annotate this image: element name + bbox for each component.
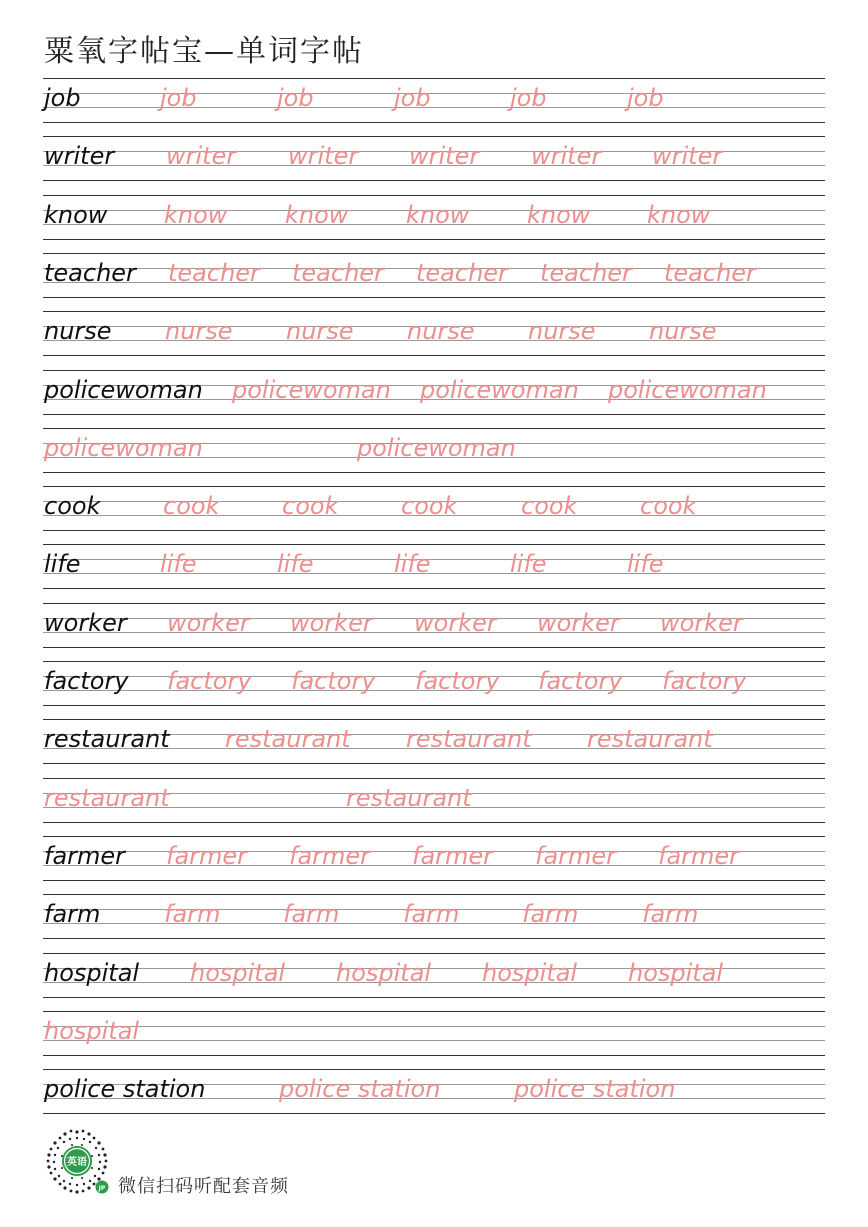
trace-word: farmer xyxy=(535,841,617,870)
guide-line xyxy=(43,647,825,648)
trace-word: hospital xyxy=(336,958,432,987)
guide-line xyxy=(43,136,825,137)
page-title: 粟氧字帖宝—单词字帖 xyxy=(44,34,364,69)
guide-line xyxy=(43,122,825,123)
trace-word: police station xyxy=(514,1075,676,1104)
trace-word: farm xyxy=(522,900,579,929)
guide-line xyxy=(43,763,825,764)
trace-word: know xyxy=(164,200,228,229)
trace-word: hospital xyxy=(190,958,286,987)
trace-word: know xyxy=(647,200,711,229)
trace-word: worker xyxy=(537,608,620,637)
trace-word: factory xyxy=(291,667,376,695)
model-word: hospital xyxy=(44,958,140,987)
qr-code-icon[interactable] xyxy=(42,1126,112,1196)
model-word: policewoman xyxy=(44,375,203,404)
trace-word: life xyxy=(394,550,431,579)
model-word: factory xyxy=(44,667,129,695)
trace-word: farm xyxy=(642,900,699,929)
trace-word: writer xyxy=(531,142,602,171)
trace-word: life xyxy=(627,550,664,579)
trace-word: cook xyxy=(401,492,458,521)
guide-line xyxy=(43,894,825,895)
trace-word: farm xyxy=(283,900,340,929)
model-word: police station xyxy=(44,1075,206,1104)
footer-instruction: 微信扫码听配套音频 xyxy=(118,1176,289,1197)
guide-line xyxy=(43,428,825,429)
model-word: life xyxy=(44,550,81,579)
trace-word: teacher xyxy=(292,258,384,287)
trace-word: policewoman xyxy=(232,375,391,404)
qr-badge-text: 英语 xyxy=(67,1157,87,1168)
trace-word: teacher xyxy=(664,258,756,287)
guide-line xyxy=(43,1113,825,1114)
guide-line xyxy=(43,530,825,531)
guide-line xyxy=(43,880,825,881)
trace-word: factory xyxy=(538,667,623,695)
qr-badge-small-text: JP xyxy=(98,1185,106,1192)
trace-word: factory xyxy=(415,667,500,695)
guide-line xyxy=(43,705,825,706)
trace-word: farm xyxy=(403,900,460,929)
trace-word: life xyxy=(510,550,547,579)
guide-line xyxy=(43,588,825,589)
trace-word: nurse xyxy=(407,317,475,346)
trace-word: farmer xyxy=(289,841,371,870)
trace-word: teacher xyxy=(540,258,632,287)
trace-word: restaurant xyxy=(406,725,532,754)
trace-word: writer xyxy=(166,142,237,171)
guide-line xyxy=(43,180,825,181)
guide-line xyxy=(43,370,825,371)
trace-word: worker xyxy=(167,608,250,637)
guide-line xyxy=(43,778,825,779)
trace-word: policewoman xyxy=(608,375,767,404)
guide-line xyxy=(43,1040,825,1041)
trace-word: job xyxy=(394,84,431,112)
guide-line xyxy=(43,472,825,473)
guide-line xyxy=(43,414,825,415)
footer xyxy=(40,1126,440,1206)
trace-word: cook xyxy=(282,492,339,521)
model-word: restaurant xyxy=(44,725,170,754)
model-word: farmer xyxy=(44,841,126,870)
trace-word: factory xyxy=(662,667,747,695)
trace-word: restaurant xyxy=(44,783,170,812)
trace-word: job xyxy=(160,84,197,112)
guide-line xyxy=(43,355,825,356)
guide-line xyxy=(43,836,825,837)
guide-line xyxy=(43,953,825,954)
trace-word: writer xyxy=(409,142,480,171)
guide-line xyxy=(43,997,825,998)
trace-word: farmer xyxy=(658,841,740,870)
trace-word: worker xyxy=(660,608,743,637)
trace-word: nurse xyxy=(528,317,596,346)
trace-word: restaurant xyxy=(346,783,472,812)
model-word: farm xyxy=(44,900,101,929)
trace-word: farmer xyxy=(412,841,494,870)
model-word: nurse xyxy=(44,317,112,346)
trace-word: farmer xyxy=(166,841,248,870)
model-word: know xyxy=(44,200,108,229)
trace-word: job xyxy=(627,84,664,112)
trace-word: worker xyxy=(290,608,373,637)
guide-line xyxy=(43,486,825,487)
trace-word: cook xyxy=(163,492,220,521)
trace-word: writer xyxy=(288,142,359,171)
trace-word: teacher xyxy=(168,258,260,287)
trace-word: job xyxy=(277,84,314,112)
trace-word: life xyxy=(160,550,197,579)
guide-line xyxy=(43,1069,825,1070)
trace-word: policewoman xyxy=(357,433,516,462)
guide-line xyxy=(43,1055,825,1056)
trace-word: know xyxy=(285,200,349,229)
trace-word: job xyxy=(510,84,547,112)
trace-word: hospital xyxy=(628,958,724,987)
guide-line xyxy=(43,822,825,823)
model-word: worker xyxy=(44,608,127,637)
trace-word: writer xyxy=(652,142,723,171)
trace-word: cook xyxy=(521,492,578,521)
trace-word: restaurant xyxy=(225,725,351,754)
guide-line xyxy=(43,311,825,312)
trace-word: nurse xyxy=(649,317,717,346)
guide-line xyxy=(43,78,825,79)
guide-line xyxy=(43,253,825,254)
trace-word: restaurant xyxy=(587,725,713,754)
trace-word: farm xyxy=(164,900,221,929)
trace-word: factory xyxy=(167,667,252,695)
model-word: teacher xyxy=(44,258,136,287)
trace-word: know xyxy=(406,200,470,229)
model-word: job xyxy=(44,84,81,112)
guide-line xyxy=(43,603,825,604)
trace-word: police station xyxy=(279,1075,441,1104)
guide-line xyxy=(43,297,825,298)
guide-line xyxy=(43,239,825,240)
guide-line xyxy=(43,544,825,545)
model-word: writer xyxy=(44,142,115,171)
trace-word: worker xyxy=(414,608,497,637)
guide-line xyxy=(43,1026,825,1027)
trace-word: life xyxy=(277,550,314,579)
trace-word: cook xyxy=(640,492,697,521)
trace-word: nurse xyxy=(165,317,233,346)
trace-word: know xyxy=(527,200,591,229)
trace-word: nurse xyxy=(286,317,354,346)
guide-line xyxy=(43,661,825,662)
trace-word: hospital xyxy=(482,958,578,987)
trace-word: hospital xyxy=(44,1016,140,1045)
guide-line xyxy=(43,1011,825,1012)
trace-word: teacher xyxy=(416,258,508,287)
guide-line xyxy=(43,719,825,720)
trace-word: policewoman xyxy=(44,433,203,462)
guide-line xyxy=(43,195,825,196)
guide-line xyxy=(43,938,825,939)
trace-word: policewoman xyxy=(420,375,579,404)
model-word: cook xyxy=(44,492,101,521)
